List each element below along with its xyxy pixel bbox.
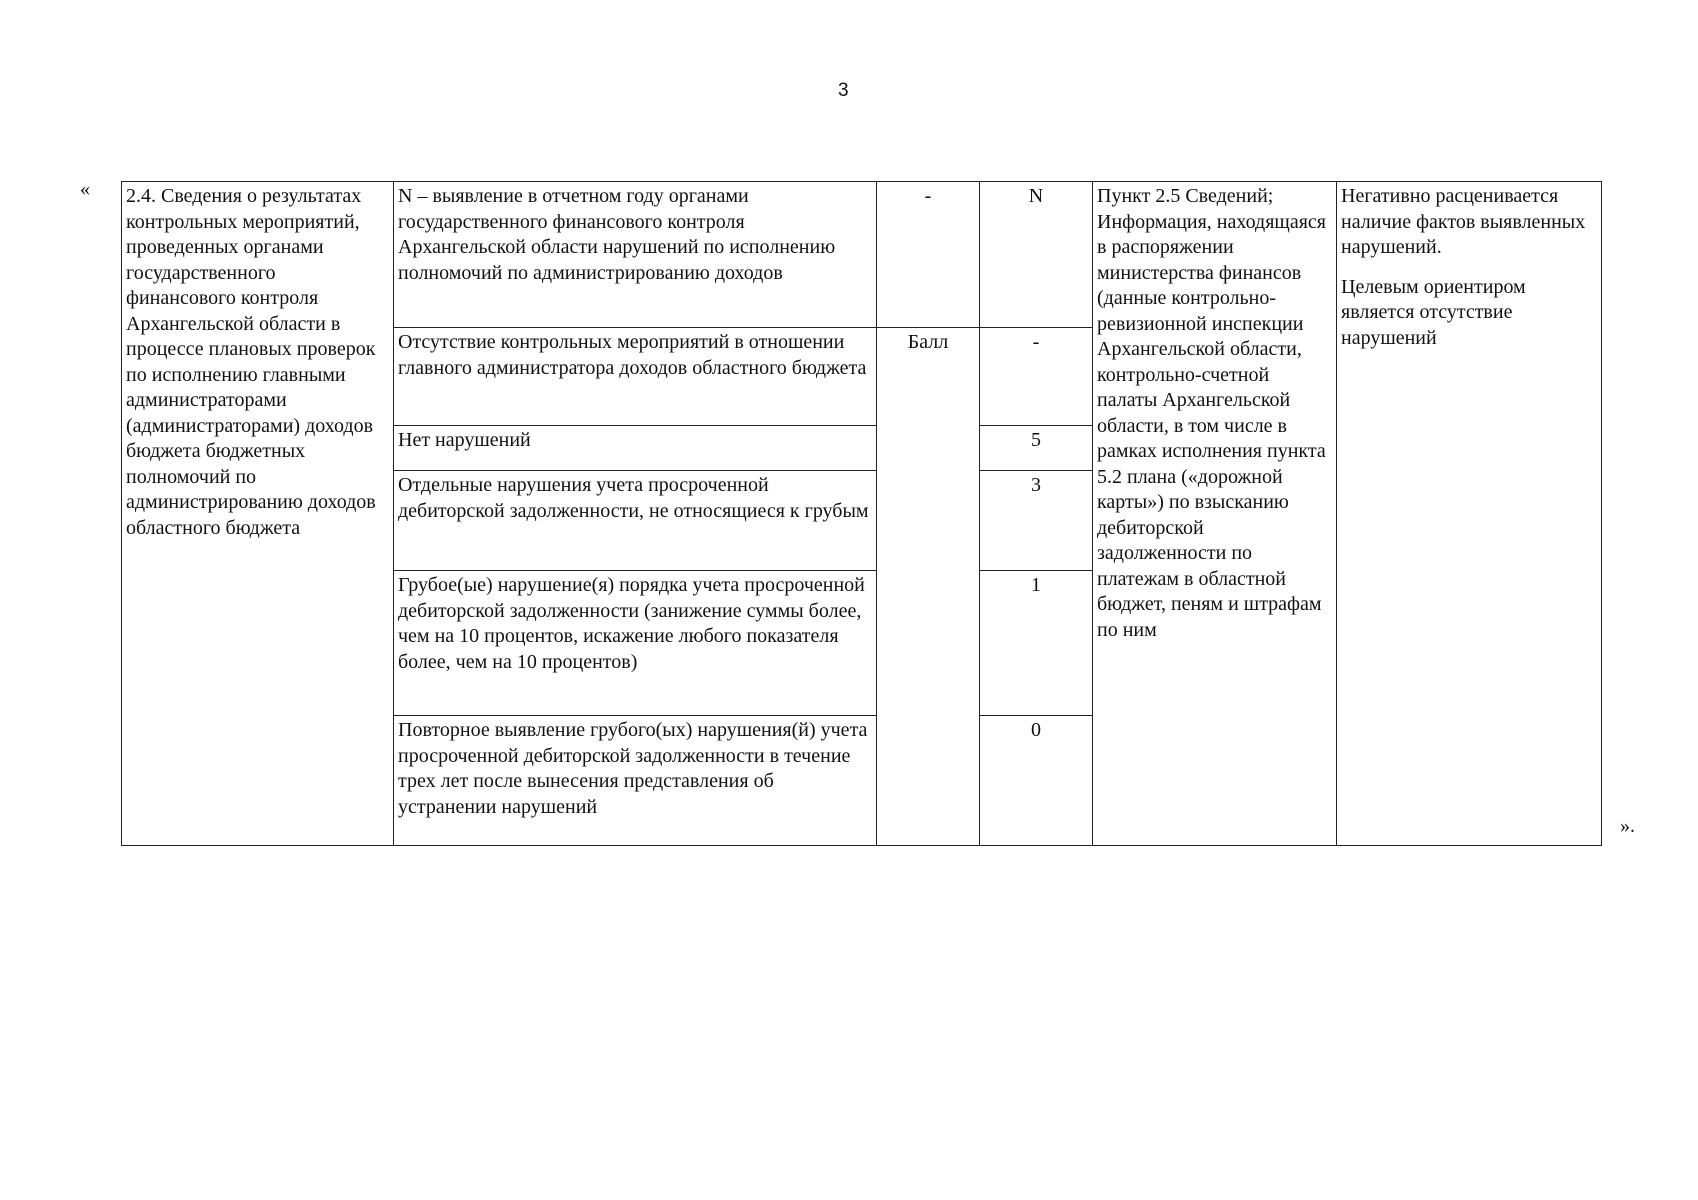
page-number: 3 xyxy=(838,80,849,101)
condition-cell xyxy=(394,471,877,571)
score-value: - xyxy=(1032,331,1040,353)
condition-cell xyxy=(394,716,877,846)
unit-dash-cell xyxy=(877,182,980,328)
condition-text: Отсутствие контрольных мероприятий в отношении главного администратора доходов областного бюджета xyxy=(398,331,867,379)
comment-cell xyxy=(1337,182,1602,846)
score-value: 1 xyxy=(1031,574,1041,596)
formula-value-cell xyxy=(980,182,1093,328)
score-value: 3 xyxy=(1031,474,1041,496)
indicator-text: 2.4. Сведения о результатах контрольных мероприятий, проведенных органами государственного финансового контроля Архангельской области в процессе плановых проверок по исполнению главными администраторами (администраторами) доходов бюджета бюджетных полномочий по администрированию доходов областного бюджета xyxy=(126,185,376,539)
score-value: 0 xyxy=(1031,719,1041,741)
comment-target: Целевым ориентиром является отсутствие нарушений xyxy=(1341,275,1526,349)
score-cell xyxy=(980,426,1093,471)
score-cell xyxy=(980,328,1093,426)
table-row xyxy=(122,182,1602,328)
score-value: 5 xyxy=(1031,429,1041,451)
score-cell xyxy=(980,716,1093,846)
condition-cell xyxy=(394,571,877,716)
score-cell xyxy=(980,571,1093,716)
condition-text: Нет нарушений xyxy=(398,429,531,451)
formula-value: N xyxy=(1028,185,1044,207)
condition-cell xyxy=(394,426,877,471)
condition-text: Повторное выявление грубого(ых) нарушения(й) учета просроченной дебиторской задолженности в течение трех лет после вынесения представления об устранении нарушений xyxy=(398,719,868,818)
unit-text: Балл xyxy=(907,331,949,353)
formula-cell xyxy=(394,182,877,328)
indicator-cell xyxy=(122,182,394,846)
condition-cell xyxy=(394,328,877,426)
score-cell xyxy=(980,471,1093,571)
closing-quote: ». xyxy=(1620,815,1635,837)
unit-cell xyxy=(877,328,980,846)
source-text: Пункт 2.5 Сведений; Информация, находящаяся в распоряжении министерства финансов (данные контрольно-ревизионной инспекции Архангельской области, контрольно-счетной палаты Архангельской области, в том числе в рамках исполнения пункта 5.2 плана («дорожной карты») по взысканию дебиторской задолженности по платежам в областной бюджет, пеням и штрафам по ним xyxy=(1097,185,1326,641)
condition-text: Отдельные нарушения учета просроченной дебиторской задолженности, не относящиеся к грубым xyxy=(398,474,869,522)
source-cell xyxy=(1093,182,1337,846)
unit-dash: - xyxy=(924,185,932,207)
opening-quote: « xyxy=(80,178,90,200)
comment-negative: Негативно расценивается наличие фактов выявленных нарушений. xyxy=(1341,185,1586,258)
condition-text: Грубое(ые) нарушение(я) порядка учета просроченной дебиторской задолженности (занижение суммы более, чем на 10 процентов, искажение любого показателя более, чем на 10 процентов) xyxy=(398,574,865,673)
criteria-table xyxy=(121,181,1602,846)
formula-text: N – выявление в отчетном году органами государственного финансового контроля Архангельской области нарушений по исполнению полномочий по администрированию доходов xyxy=(398,185,836,284)
comment-spacer xyxy=(1341,261,1597,275)
